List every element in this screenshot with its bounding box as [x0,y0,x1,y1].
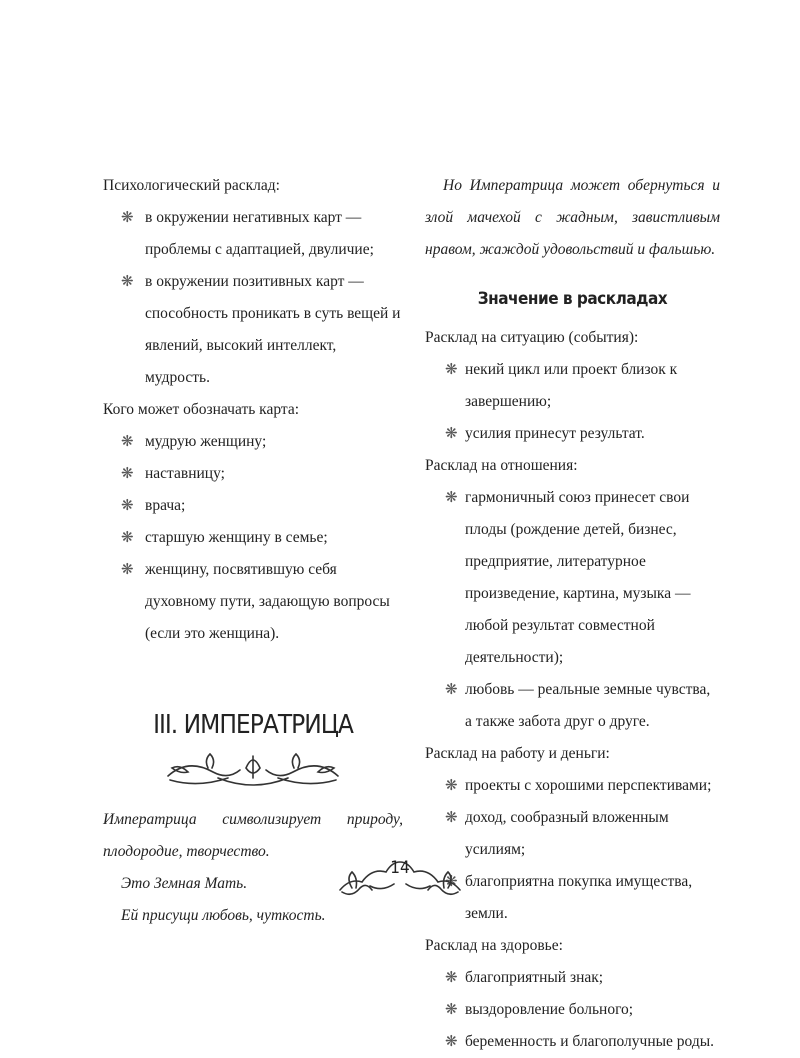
chapter-title: III. ИМПЕРАТРИЦА [153,710,353,740]
list-item: ❋ врача; [103,490,403,522]
list-item: ❋ некий цикл или проект близок к завершению; [425,354,720,418]
flower-bullet-icon: ❋ [121,498,134,514]
section-title: Значение в раскладах [477,289,668,309]
layout-list [425,482,720,738]
flower-bullet-icon: ❋ [445,810,458,826]
flower-bullet-icon: ❋ [445,682,458,698]
flower-bullet-icon: ❋ [445,874,458,890]
footer-ornament-icon [0,848,800,908]
who-list [103,426,403,650]
layout-heading: Расклад на ситуацию (события): [425,329,639,346]
page-footer [0,848,800,908]
intro-text: Это Земная Мать. [121,875,248,892]
flower-bullet-icon: ❋ [121,434,134,450]
flower-bullet-icon: ❋ [445,970,458,986]
flower-bullet-icon: ❋ [121,530,134,546]
page-number: 14 [390,858,410,878]
list-item: ❋ старшую женщину в семье; [103,522,403,554]
flower-bullet-icon: ❋ [445,778,458,794]
list-item: ❋ благоприятный знак; [425,962,720,994]
list-item: ❋ доход, сообразный вложенным усилиям; [425,802,720,866]
layout-heading: Расклад на отношения: [425,457,578,474]
flower-bullet-icon: ❋ [445,490,458,506]
list-item: ❋ выздоровление больного; [425,994,720,1026]
who-heading: Кого может обозначать карта: [103,401,300,418]
layout-heading: Расклад на работу и деньги: [425,745,610,762]
flower-bullet-icon: ❋ [445,1034,458,1050]
intro-text: Императрица символизирует природу, плодородие, творчество. [103,811,403,860]
list-item: ❋ беременность и благополучные роды. [425,1026,720,1058]
flower-bullet-icon: ❋ [121,562,134,578]
floral-ornament-icon [158,748,348,792]
list-item: ❋ гармоничный союз принесет свои плоды (рождение детей, бизнес, предприятие, литературное произведение, картина, музыка — любой результат совместной деятельности); [425,482,720,674]
flower-bullet-icon: ❋ [445,426,458,442]
psych-list [103,202,403,394]
list-item: ❋ в окружении негативных карт — проблемы с адаптацией, двуличие; [103,202,403,266]
list-item: ❋ в окружении позитивных карт — способность проникать в суть вещей и явлений, высокий интеллект, мудрость. [103,266,403,394]
continuation-text: Но Императрица может обернуться и злой мачехой с жадным, завистливым нравом, жаждой удовольствий и фальшью. [425,177,720,258]
flower-bullet-icon: ❋ [121,466,134,482]
list-item: ❋ наставницу; [103,458,403,490]
flower-bullet-icon: ❋ [121,274,134,290]
left-column [103,170,403,932]
psych-heading: Психологический расклад: [103,177,280,194]
list-item: ❋ женщину, посвятившую себя духовному пути, задающую вопросы (если это женщина). [103,554,403,650]
intro-text: Ей присущи любовь, чуткость. [121,907,326,924]
flower-bullet-icon: ❋ [445,1002,458,1018]
list-item: ❋ проекты с хорошими перспективами; [425,770,720,802]
layout-heading: Расклад на здоровье: [425,937,563,954]
layout-list [425,962,720,1058]
right-column [425,170,720,1058]
list-item: ❋ мудрую женщину; [103,426,403,458]
flower-bullet-icon: ❋ [445,362,458,378]
flower-bullet-icon: ❋ [121,210,134,226]
list-item: ❋ усилия принесут результат. [425,418,720,450]
layout-list [425,354,720,450]
list-item: ❋ любовь — реальные земные чувства, а также забота друг о друге. [425,674,720,738]
list-item: ❋ благоприятна покупка имущества, земли. [425,866,720,930]
